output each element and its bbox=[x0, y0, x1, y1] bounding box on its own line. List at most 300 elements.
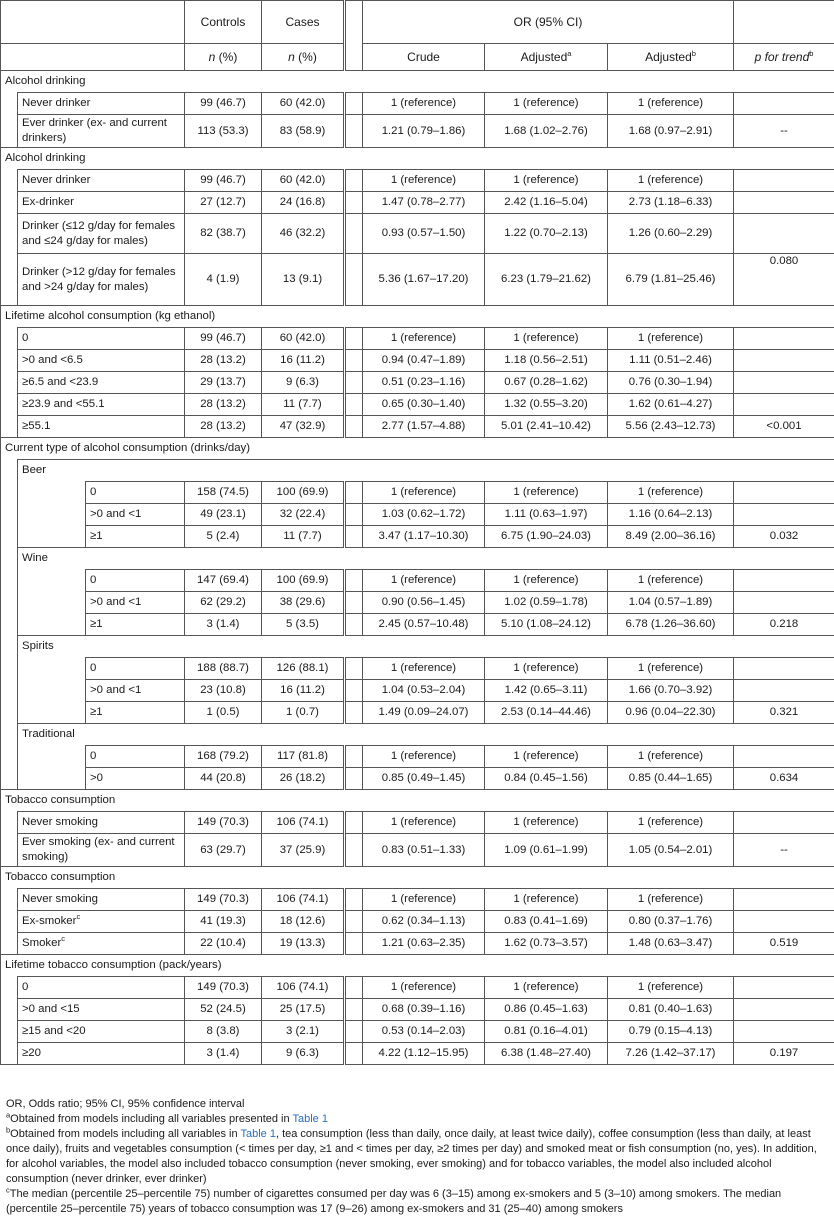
row-label bbox=[18, 977, 185, 999]
cases-cell: 16 (11.2) bbox=[262, 680, 345, 702]
p-trend-cell: 0.634 bbox=[734, 768, 834, 790]
indent-cell bbox=[1, 328, 18, 350]
adjusted-b-or-cell: 0.76 (0.30–1.94) bbox=[608, 372, 734, 394]
row-label bbox=[18, 115, 185, 148]
table1-link[interactable]: Table 1 bbox=[240, 1128, 276, 1140]
section-row bbox=[1, 438, 834, 460]
indent-cell bbox=[18, 482, 86, 504]
section-row bbox=[1, 636, 834, 658]
cases-cell: 47 (32.9) bbox=[262, 416, 345, 438]
row-label bbox=[86, 592, 185, 614]
row-label bbox=[18, 93, 185, 115]
p-trend-cell bbox=[734, 350, 834, 372]
crude-or-cell: 0.83 (0.51–1.33) bbox=[363, 834, 485, 867]
adjusted-a-or-cell: 6.38 (1.48–27.40) bbox=[485, 1043, 608, 1065]
indent-cell bbox=[1, 977, 18, 999]
controls-cell: 8 (3.8) bbox=[185, 1021, 262, 1043]
p-trend-cell: 0.218 bbox=[734, 614, 834, 636]
footnote-abbrev: OR, Odds ratio; 95% CI, 95% confidence interval bbox=[6, 1098, 245, 1110]
crude-or-cell: 1 (reference) bbox=[363, 889, 485, 911]
spacer-cell bbox=[345, 214, 363, 254]
spacer-cell bbox=[345, 812, 363, 834]
indent-cell bbox=[1, 115, 18, 148]
footnote-c bbox=[6, 1187, 832, 1217]
p-trend-cell: 0.080 bbox=[734, 254, 834, 306]
indent-cell bbox=[1, 504, 18, 526]
subheader-spacer bbox=[345, 44, 363, 71]
spacer-cell bbox=[345, 614, 363, 636]
footnote-c-text: The median (percentile 25–percentile 75) number of cigarettes consumed per day was 6 (3–15) among ex-smokers and 5 (3–10) among smokers. The median (percentile 25–percentile 75) years of tobacco consumption was 17 (9–26) among ex-smokers and 31 (25–40) among smokers bbox=[6, 1188, 782, 1215]
adjusted-a-or-cell: 0.83 (0.41–1.69) bbox=[485, 911, 608, 933]
indent-cell bbox=[1, 933, 18, 955]
cases-cell: 106 (74.1) bbox=[262, 977, 345, 999]
table-row bbox=[1, 254, 834, 306]
p-trend-cell bbox=[734, 214, 834, 254]
adjusted-b-or-cell: 1.62 (0.61–4.27) bbox=[608, 394, 734, 416]
row-label-text: >0 bbox=[90, 772, 103, 784]
p-trend-cell: -- bbox=[734, 834, 834, 867]
spacer-cell bbox=[345, 482, 363, 504]
adjusted-b-or-cell: 1.66 (0.70–3.92) bbox=[608, 680, 734, 702]
footnote-a-sup: a bbox=[6, 1110, 11, 1120]
row-label bbox=[86, 768, 185, 790]
spacer-cell bbox=[345, 350, 363, 372]
adjusted-a-or-cell: 1.11 (0.63–1.97) bbox=[485, 504, 608, 526]
controls-cell: 5 (2.4) bbox=[185, 526, 262, 548]
table-row bbox=[1, 746, 834, 768]
crude-or-cell: 0.93 (0.57–1.50) bbox=[363, 214, 485, 254]
controls-cell: 99 (46.7) bbox=[185, 170, 262, 192]
crude-or-cell: 2.77 (1.57–4.88) bbox=[363, 416, 485, 438]
controls-cell: 22 (10.4) bbox=[185, 933, 262, 955]
cases-cell: 1 (0.7) bbox=[262, 702, 345, 724]
p-trend-cell bbox=[734, 170, 834, 192]
adjusted-b-or-cell: 0.96 (0.04–22.30) bbox=[608, 702, 734, 724]
cases-cell: 38 (29.6) bbox=[262, 592, 345, 614]
row-label-text: 0 bbox=[90, 662, 97, 674]
table1-link[interactable]: Table 1 bbox=[292, 1113, 328, 1125]
cases-cell: 60 (42.0) bbox=[262, 170, 345, 192]
table-row bbox=[1, 768, 834, 790]
adjusted-b-or-cell: 1.48 (0.63–3.47) bbox=[608, 933, 734, 955]
adjusted-a-or-cell: 6.75 (1.90–24.03) bbox=[485, 526, 608, 548]
cases-cell: 26 (18.2) bbox=[262, 768, 345, 790]
cases-cell: 46 (32.2) bbox=[262, 214, 345, 254]
section-row bbox=[1, 867, 834, 889]
spacer-cell bbox=[345, 93, 363, 115]
row-label bbox=[18, 911, 185, 933]
row-label-text: ≥23.9 and <55.1 bbox=[22, 398, 105, 410]
crude-or-cell: 1 (reference) bbox=[363, 746, 485, 768]
adjusted-a-or-cell: 1.68 (1.02–2.76) bbox=[485, 115, 608, 148]
row-label-text: Never smoking bbox=[22, 893, 98, 905]
cases-cell: 32 (22.4) bbox=[262, 504, 345, 526]
table-row bbox=[1, 214, 834, 254]
adjusted-b-or-cell: 1 (reference) bbox=[608, 889, 734, 911]
adjusted-a-or-cell: 1.42 (0.65–3.11) bbox=[485, 680, 608, 702]
table-row bbox=[1, 658, 834, 680]
spacer-cell bbox=[345, 911, 363, 933]
subheader-blank bbox=[1, 44, 185, 71]
row-label bbox=[18, 372, 185, 394]
controls-cell: 52 (24.5) bbox=[185, 999, 262, 1021]
cases-cell: 9 (6.3) bbox=[262, 1043, 345, 1065]
row-label bbox=[18, 170, 185, 192]
indent-cell bbox=[18, 768, 86, 790]
controls-cell: 113 (53.3) bbox=[185, 115, 262, 148]
controls-cell: 41 (19.3) bbox=[185, 911, 262, 933]
crude-or-cell: 0.85 (0.49–1.45) bbox=[363, 768, 485, 790]
spacer-cell bbox=[345, 977, 363, 999]
header-blank-p bbox=[734, 1, 834, 44]
table-row bbox=[1, 170, 834, 192]
row-label bbox=[18, 192, 185, 214]
crude-or-cell: 0.68 (0.39–1.16) bbox=[363, 999, 485, 1021]
controls-cell: 62 (29.2) bbox=[185, 592, 262, 614]
crude-or-cell: 0.90 (0.56–1.45) bbox=[363, 592, 485, 614]
adjusted-b-label: Adjusted bbox=[645, 49, 692, 64]
row-label bbox=[86, 614, 185, 636]
indent-cell bbox=[1, 592, 18, 614]
crude-or-cell: 3.47 (1.17–10.30) bbox=[363, 526, 485, 548]
spacer-cell bbox=[345, 394, 363, 416]
row-label-text: Drinker (≤12 g/day for females and ≤24 g/day for males) bbox=[22, 219, 176, 247]
crude-or-cell: 4.22 (1.12–15.95) bbox=[363, 1043, 485, 1065]
adjusted-b-or-cell: 6.79 (1.81–25.46) bbox=[608, 254, 734, 306]
subsection-heading: Traditional bbox=[18, 724, 834, 746]
row-label-text: Ever smoking (ex- and current smoking) bbox=[22, 836, 175, 863]
section-row bbox=[1, 460, 834, 482]
spacer-cell bbox=[345, 254, 363, 306]
controls-cell: 3 (1.4) bbox=[185, 614, 262, 636]
indent-cell bbox=[1, 999, 18, 1021]
row-label-text: Never drinker bbox=[22, 97, 91, 109]
row-label bbox=[18, 1043, 185, 1065]
table-row bbox=[1, 977, 834, 999]
indent-cell bbox=[1, 614, 18, 636]
table-row bbox=[1, 999, 834, 1021]
cases-cell: 100 (69.9) bbox=[262, 570, 345, 592]
crude-or-cell: 0.53 (0.14–2.03) bbox=[363, 1021, 485, 1043]
row-label-text: ≥15 and <20 bbox=[22, 1025, 86, 1037]
table-row bbox=[1, 526, 834, 548]
indent-cell bbox=[18, 746, 86, 768]
row-label bbox=[18, 1021, 185, 1043]
crude-or-cell: 0.65 (0.30–1.40) bbox=[363, 394, 485, 416]
row-label-text: ≥1 bbox=[90, 618, 103, 630]
indent-cell bbox=[1, 254, 18, 306]
crude-or-cell: 1.21 (0.79–1.86) bbox=[363, 115, 485, 148]
row-label bbox=[86, 702, 185, 724]
section-row bbox=[1, 306, 834, 328]
controls-cell: 149 (70.3) bbox=[185, 812, 262, 834]
indent-cell bbox=[1, 812, 18, 834]
table-row bbox=[1, 834, 834, 867]
spacer-cell bbox=[345, 372, 363, 394]
row-label bbox=[18, 214, 185, 254]
spacer-cell bbox=[345, 504, 363, 526]
table-footnotes bbox=[6, 1097, 832, 1217]
crude-or-cell: 0.51 (0.23–1.16) bbox=[363, 372, 485, 394]
indent-cell bbox=[1, 170, 18, 192]
indent-cell bbox=[18, 658, 86, 680]
header-blank-cell bbox=[1, 1, 185, 44]
indent-cell bbox=[1, 548, 18, 570]
row-label-text: >0 and <1 bbox=[90, 596, 142, 608]
adjusted-a-or-cell: 1 (reference) bbox=[485, 482, 608, 504]
subheader-crude: Crude bbox=[363, 44, 485, 71]
cases-cell: 60 (42.0) bbox=[262, 328, 345, 350]
adjusted-b-or-cell: 8.49 (2.00–36.16) bbox=[608, 526, 734, 548]
section-row bbox=[1, 148, 834, 170]
row-label-text: >0 and <6.5 bbox=[22, 354, 83, 366]
p-trend-cell bbox=[734, 592, 834, 614]
cases-cell: 60 (42.0) bbox=[262, 93, 345, 115]
cases-cell: 19 (13.3) bbox=[262, 933, 345, 955]
crude-or-cell: 1 (reference) bbox=[363, 482, 485, 504]
crude-or-cell: 1.49 (0.09–24.07) bbox=[363, 702, 485, 724]
controls-cell: 63 (29.7) bbox=[185, 834, 262, 867]
header-or-group: OR (95% CI) bbox=[363, 1, 734, 44]
row-label bbox=[18, 254, 185, 306]
row-label-text: ≥20 bbox=[22, 1047, 41, 1059]
indent-cell bbox=[18, 526, 86, 548]
footnote-a bbox=[6, 1112, 832, 1127]
adjusted-b-or-cell: 5.56 (2.43–12.73) bbox=[608, 416, 734, 438]
p-trend-cell bbox=[734, 746, 834, 768]
controls-cell: 149 (70.3) bbox=[185, 977, 262, 999]
controls-cell: 28 (13.2) bbox=[185, 394, 262, 416]
indent-cell bbox=[1, 1043, 18, 1065]
crude-or-cell: 1 (reference) bbox=[363, 977, 485, 999]
indent-cell bbox=[1, 702, 18, 724]
row-label-text: >0 and <1 bbox=[90, 508, 142, 520]
indent-cell bbox=[18, 504, 86, 526]
p-trend-cell bbox=[734, 504, 834, 526]
section-heading: Alcohol drinking bbox=[1, 148, 834, 170]
indent-cell bbox=[18, 680, 86, 702]
p-trend-cell bbox=[734, 977, 834, 999]
row-label bbox=[18, 350, 185, 372]
section-row bbox=[1, 790, 834, 812]
adjusted-b-or-cell: 1 (reference) bbox=[608, 570, 734, 592]
subheader-row bbox=[1, 44, 834, 71]
indent-cell bbox=[1, 214, 18, 254]
footnote-b-sup: b bbox=[6, 1125, 11, 1135]
row-label bbox=[18, 416, 185, 438]
row-label-sup: c bbox=[61, 934, 65, 944]
indent-cell bbox=[1, 416, 18, 438]
header-spacer bbox=[345, 1, 363, 44]
section-heading: Tobacco consumption bbox=[1, 790, 834, 812]
spacer-cell bbox=[345, 115, 363, 148]
indent-cell bbox=[1, 889, 18, 911]
section-row bbox=[1, 548, 834, 570]
p-trend-cell bbox=[734, 1021, 834, 1043]
adjusted-b-or-cell: 1.04 (0.57–1.89) bbox=[608, 592, 734, 614]
adjusted-b-or-cell: 7.26 (1.42–37.17) bbox=[608, 1043, 734, 1065]
table-row bbox=[1, 1043, 834, 1065]
section-heading: Lifetime alcohol consumption (kg ethanol) bbox=[1, 306, 834, 328]
p-trend-cell bbox=[734, 889, 834, 911]
header-cases: Cases bbox=[262, 1, 345, 44]
section-row bbox=[1, 71, 834, 93]
subheader-cases-n bbox=[262, 44, 345, 71]
cases-cell: 9 (6.3) bbox=[262, 372, 345, 394]
adjusted-a-or-cell: 2.42 (1.16–5.04) bbox=[485, 192, 608, 214]
spacer-cell bbox=[345, 1021, 363, 1043]
controls-cell: 28 (13.2) bbox=[185, 350, 262, 372]
row-label bbox=[18, 933, 185, 955]
table-row bbox=[1, 614, 834, 636]
controls-cell: 99 (46.7) bbox=[185, 93, 262, 115]
indent-cell bbox=[1, 482, 18, 504]
indent-cell bbox=[18, 592, 86, 614]
adjusted-a-or-cell: 1 (reference) bbox=[485, 658, 608, 680]
row-label-text: Ex-smoker bbox=[22, 915, 77, 927]
row-label-text: 0 bbox=[90, 574, 97, 586]
n-italic: n bbox=[208, 49, 216, 64]
row-label bbox=[86, 504, 185, 526]
indent-cell bbox=[1, 394, 18, 416]
adjusted-b-or-cell: 1 (reference) bbox=[608, 812, 734, 834]
adjusted-b-or-cell: 1.26 (0.60–2.29) bbox=[608, 214, 734, 254]
spacer-cell bbox=[345, 592, 363, 614]
adjusted-a-or-cell: 2.53 (0.14–44.46) bbox=[485, 702, 608, 724]
adjusted-b-or-cell: 2.73 (1.18–6.33) bbox=[608, 192, 734, 214]
p-trend-cell bbox=[734, 680, 834, 702]
cases-cell: 37 (25.9) bbox=[262, 834, 345, 867]
indent-cell bbox=[1, 768, 18, 790]
indent-cell bbox=[1, 460, 18, 482]
subheader-p-trend bbox=[734, 44, 834, 71]
footnote-b-text1: Obtained from models including all variables in bbox=[10, 1128, 241, 1140]
spacer-cell bbox=[345, 933, 363, 955]
indent-cell bbox=[18, 614, 86, 636]
spacer-cell bbox=[345, 889, 363, 911]
adjusted-b-or-cell: 1 (reference) bbox=[608, 746, 734, 768]
indent-cell bbox=[1, 746, 18, 768]
controls-cell: 149 (70.3) bbox=[185, 889, 262, 911]
spacer-cell bbox=[345, 1043, 363, 1065]
adjusted-a-or-cell: 5.01 (2.41–10.42) bbox=[485, 416, 608, 438]
crude-or-cell: 1 (reference) bbox=[363, 328, 485, 350]
controls-cell: 28 (13.2) bbox=[185, 416, 262, 438]
controls-cell: 99 (46.7) bbox=[185, 328, 262, 350]
spacer-cell bbox=[345, 834, 363, 867]
controls-cell: 23 (10.8) bbox=[185, 680, 262, 702]
adjusted-a-or-cell: 1 (reference) bbox=[485, 570, 608, 592]
cases-cell: 11 (7.7) bbox=[262, 526, 345, 548]
spacer-cell bbox=[345, 328, 363, 350]
row-label bbox=[18, 812, 185, 834]
header-row bbox=[1, 1, 834, 44]
adjusted-b-or-cell: 1.16 (0.64–2.13) bbox=[608, 504, 734, 526]
subsection-heading: Spirits bbox=[18, 636, 834, 658]
p-trend-cell bbox=[734, 93, 834, 115]
row-label bbox=[18, 999, 185, 1021]
section-heading: Tobacco consumption bbox=[1, 867, 834, 889]
row-label bbox=[86, 746, 185, 768]
p-trend-cell bbox=[734, 570, 834, 592]
row-label-text: >0 and <15 bbox=[22, 1003, 80, 1015]
cases-cell: 16 (11.2) bbox=[262, 350, 345, 372]
section-row bbox=[1, 724, 834, 746]
crude-or-cell: 0.62 (0.34–1.13) bbox=[363, 911, 485, 933]
table-row bbox=[1, 394, 834, 416]
table-row bbox=[1, 592, 834, 614]
controls-cell: 44 (20.8) bbox=[185, 768, 262, 790]
p-trend-cell bbox=[734, 328, 834, 350]
crude-or-cell: 1.21 (0.63–2.35) bbox=[363, 933, 485, 955]
crude-or-cell: 1 (reference) bbox=[363, 170, 485, 192]
adjusted-b-or-cell: 1 (reference) bbox=[608, 658, 734, 680]
adjusted-a-or-cell: 1 (reference) bbox=[485, 889, 608, 911]
indent-cell bbox=[1, 526, 18, 548]
adjusted-b-or-cell: 1 (reference) bbox=[608, 93, 734, 115]
table-row bbox=[1, 504, 834, 526]
adjusted-a-or-cell: 1 (reference) bbox=[485, 977, 608, 999]
footnote-b bbox=[6, 1127, 832, 1187]
controls-cell: 158 (74.5) bbox=[185, 482, 262, 504]
row-label-text: ≥6.5 and <23.9 bbox=[22, 376, 99, 388]
p-trend-cell bbox=[734, 192, 834, 214]
indent-cell bbox=[18, 702, 86, 724]
indent-cell bbox=[1, 93, 18, 115]
row-label-text: ≥1 bbox=[90, 530, 103, 542]
subsection-heading: Beer bbox=[18, 460, 834, 482]
crude-or-cell: 1 (reference) bbox=[363, 658, 485, 680]
indent-cell bbox=[1, 350, 18, 372]
p-trend-cell bbox=[734, 812, 834, 834]
subsection-heading: Wine bbox=[18, 548, 834, 570]
crude-or-cell: 1.03 (0.62–1.72) bbox=[363, 504, 485, 526]
adjusted-a-or-cell: 1 (reference) bbox=[485, 93, 608, 115]
section-heading: Alcohol drinking bbox=[1, 71, 834, 93]
p-trend-cell: -- bbox=[734, 115, 834, 148]
adjusted-b-or-cell: 1 (reference) bbox=[608, 328, 734, 350]
row-label-text: ≥55.1 bbox=[22, 420, 51, 432]
table-row bbox=[1, 889, 834, 911]
row-label-text: 0 bbox=[22, 981, 29, 993]
crude-or-cell: 1 (reference) bbox=[363, 812, 485, 834]
p-trend-cell: 0.519 bbox=[734, 933, 834, 955]
adjusted-b-or-cell: 6.78 (1.26–36.60) bbox=[608, 614, 734, 636]
adjusted-b-or-cell: 0.81 (0.40–1.63) bbox=[608, 999, 734, 1021]
adjusted-a-label: Adjusted bbox=[520, 49, 568, 64]
row-label bbox=[18, 394, 185, 416]
row-label-text: Ever drinker (ex- and current drinkers) bbox=[22, 117, 167, 144]
spacer-cell bbox=[345, 702, 363, 724]
p-trend-cell: 0.032 bbox=[734, 526, 834, 548]
p-trend-cell: 0.197 bbox=[734, 1043, 834, 1065]
spacer-cell bbox=[345, 746, 363, 768]
row-label bbox=[86, 570, 185, 592]
section-heading: Lifetime tobacco consumption (pack/years) bbox=[1, 955, 834, 977]
row-label bbox=[18, 834, 185, 867]
table-row bbox=[1, 115, 834, 148]
cases-cell: 126 (88.1) bbox=[262, 658, 345, 680]
subheader-adjusted-b bbox=[608, 44, 734, 71]
adjusted-a-or-cell: 1.09 (0.61–1.99) bbox=[485, 834, 608, 867]
row-label bbox=[86, 526, 185, 548]
spacer-cell bbox=[345, 680, 363, 702]
cases-cell: 3 (2.1) bbox=[262, 1021, 345, 1043]
cases-cell: 100 (69.9) bbox=[262, 482, 345, 504]
controls-cell: 49 (23.1) bbox=[185, 504, 262, 526]
table-row bbox=[1, 328, 834, 350]
cases-cell: 13 (9.1) bbox=[262, 254, 345, 306]
